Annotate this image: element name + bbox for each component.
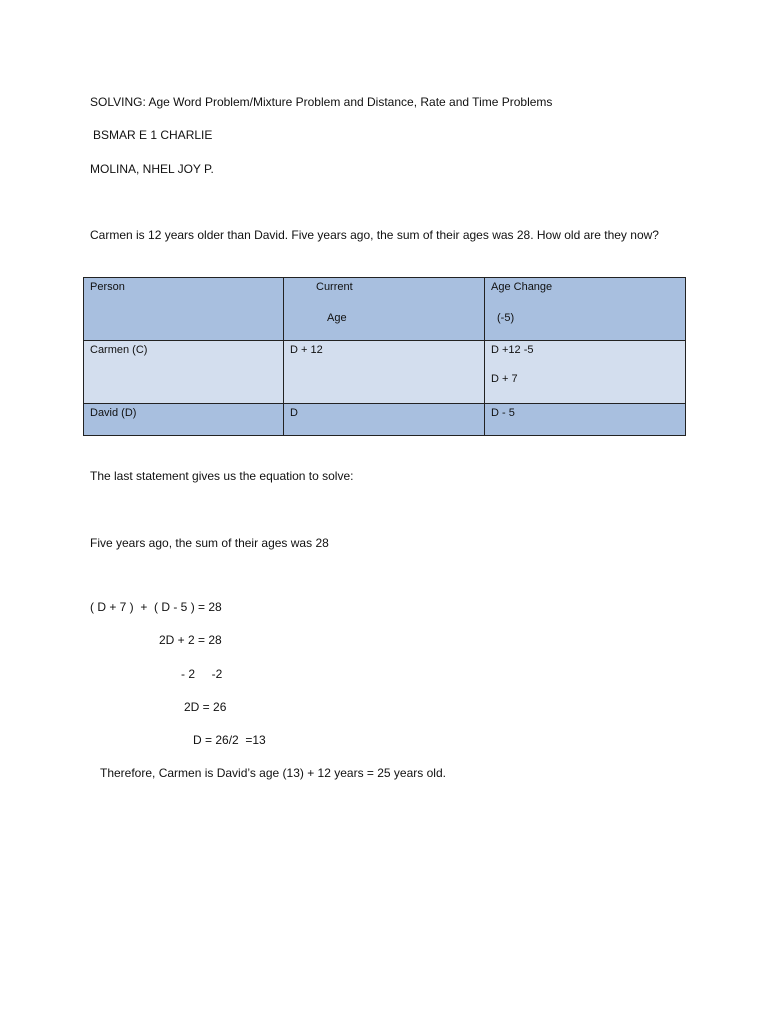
header-age-change: Age Change (-5) [485, 278, 686, 341]
statement-equation-intro: The last statement gives us the equation to solve: [90, 469, 354, 483]
equation-line-5: D = 26/2 =13 [193, 733, 266, 747]
equation-line-2: 2D + 2 = 28 [159, 633, 222, 647]
header-current-age: Current Age [284, 278, 485, 341]
equation-line-3: - 2 -2 [181, 667, 223, 681]
author-name: MOLINA, NHEL JOY P. [90, 162, 214, 176]
cell-person: David (D) [84, 404, 284, 436]
cell-current: D + 12 [284, 341, 485, 404]
problem-statement: Carmen is 12 years older than David. Five years ago, the sum of their ages was 28. How old are they now? [90, 228, 659, 242]
age-table [83, 277, 686, 436]
equation-line-1: ( D + 7 ) + ( D - 5 ) = 28 [90, 600, 222, 614]
cell-current: D [284, 404, 485, 436]
statement-sum: Five years ago, the sum of their ages was 28 [90, 536, 329, 550]
equation-line-4: 2D = 26 [184, 700, 227, 714]
document-title: SOLVING: Age Word Problem/Mixture Problem and Distance, Rate and Time Problems [90, 95, 553, 109]
cell-change: D - 5 [485, 404, 686, 436]
header-person: Person [84, 278, 284, 341]
table-row [84, 404, 686, 436]
cell-person: Carmen (C) [84, 341, 284, 404]
table-header-row [84, 278, 686, 341]
conclusion: Therefore, Carmen is David’s age (13) + 12 years = 25 years old. [100, 766, 446, 780]
section-label: BSMAR E 1 CHARLIE [93, 128, 213, 142]
table-row [84, 341, 686, 404]
cell-change: D +12 -5 D + 7 [485, 341, 686, 404]
